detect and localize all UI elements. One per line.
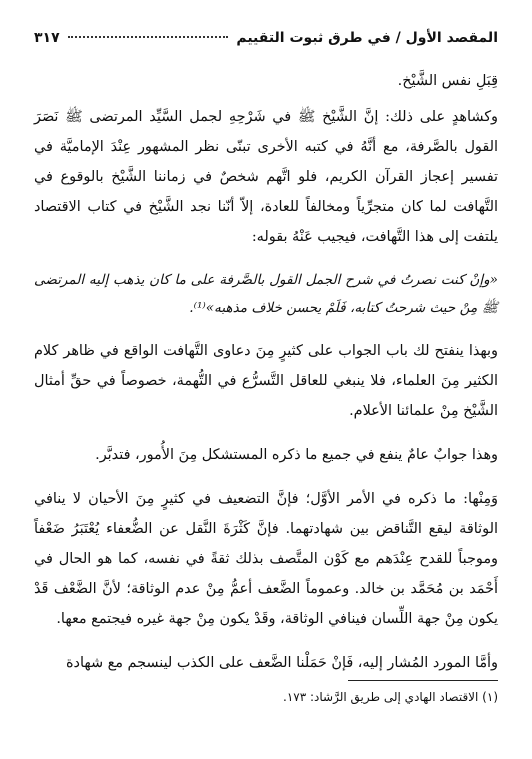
running-title: المقصد الأول / في طرق ثبوت التقييم: [236, 30, 498, 46]
paragraph-5: وَمِنْها: ما ذكره في الأمر الأوَّل؛ فإنَّ التضعيف في كثيرٍ مِنَ الأحيان لا ينافي الوثاقة ليقع التَّناقض بين شهادتهما. فإنَّ كَثْرَةَ النَّقل عن الضُّعفاء يُعْتَبَرُ ضَعْفاً وموجباً للقدح عِنْدَهم مع كَوْن المتَّصف بذلك ثقةً في نفسه، كما هو الحال في أَحْمَد بن مُحَمَّد بن خالد. وعموماً الضَّعف أعمُّ مِنْ عدم الوثاقة؛ لأنَّ الضَّعْف قَدْ يكون مِنْ جهة اللِّسان فينافي الوثاقة، وقَدْ يكون مِنْ جهة غيره فيجتمع معها.: [34, 491, 498, 627]
paragraph-2: وكشاهدٍ على ذلك: إنَّ الشَّيْخ ﷺ في شَرْحِهِ لجمل السَّيِّد المرتضى ﷺ نَصَرَ القول بالصَّرفة، مع أنَّهُ في كتبه الأخرى تبنّى نظر المشهور عِنْدَ الإماميَّة في تفسير إعجاز القرآن الكريم، فلو اتَّهم شخصٌ في زماننا الشَّيْخ بالوقوع في التَّهافت لما كان متجرِّياً ومخالفاً للعادة، إلاّ أنّنا نجد الشَّيْخ في كتاب الاقتصاد يلتفت إلى هذا التَّهافت، فيجيب عَنْهُ بقوله:: [34, 109, 498, 245]
page-number: ٣١٧: [34, 30, 60, 46]
paragraph-6: وأمَّا المورد المُشار إليه، فَإنْ حَمَلْنا الضَّعف على الكذب لينسجم مع شهادة: [66, 655, 498, 671]
quotation: «وإنْ كنت نصرتُ في شرح الجمل القول بالصَّرفة على ما كان يذهب إليه المرتضى ﷺ مِنْ حيث شرحتُ كتابه، فَلَمْ يحسن خلاف مذهبه»⁽¹⁾.: [34, 272, 498, 316]
main-text: [34, 66, 498, 678]
paragraph-3: وبهذا ينفتح لك باب الجواب على كثيرٍ مِنَ دعاوى التَّهافت الواقع في ظاهر كلام الكثير مِنَ العلماء، فلا ينبغي للعاقل التَّسرُّع في التُّهمة، خصوصاً في حقِّ أمثال الشَّيْخ مِنْ علمائنا الأعلام.: [34, 343, 498, 419]
footnote: (١) الاقتصاد الهادي إلى طريق الرَّشاد: ١٧٣.: [283, 690, 498, 704]
page-header: [34, 30, 498, 46]
footnote-divider: [348, 680, 498, 681]
paragraph-1: قِبَلِ نفس الشَّيْخ.: [397, 73, 498, 89]
paragraph-4: وهذا جوابٌ عامٌ ينفع في جميع ما ذكره المستشكل مِنَ الأُمور، فتدبَّر.: [95, 447, 498, 463]
header-dot-leader: [68, 36, 229, 38]
